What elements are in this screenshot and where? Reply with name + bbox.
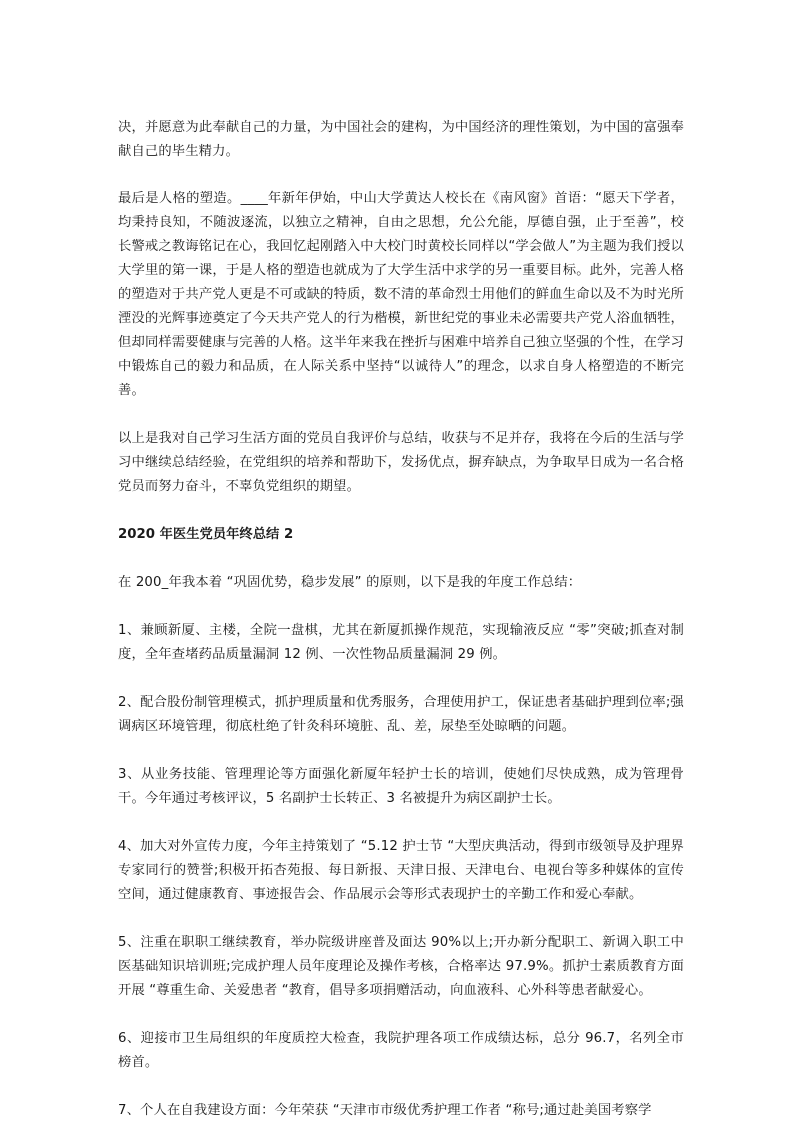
paragraph-personality: 最后是人格的塑造。____年新年伊始，中山大学黄达人校长在《南风窗》首语：“愿天下学者，均秉持良知，不随波逐流，以独立之精神，自由之思想，允公允能，厚德自强，止于至善”，校长警戒之教诲铭记在心，我回忆起刚踏入中大校门时黄校长同样以“学会做人”为主题为我们授以大学里的第一课，于是人格的塑造也就成为了大学生活中求学的另一重要目标。此外，完善人格的塑造对于共产党人更是不可或缺的特质，数不清的革命烈士用他们的鲜血生命以及不为时光所湮没的光辉事迹奠定了今天共产党人的行为楷模，新世纪党的事业未必需要共产党人浴血牺牲，但却同样需要健康与完善的人格。这半年来我在挫折与困难中培养自己独立坚强的个性，在学习中锻炼自己的毅力和品质，在人际关系中坚持“以诚待人”的理念，以求自身人格塑造的不断完善。	[118, 191, 684, 398]
list-item-2: 2、配合股份制管理模式，抓护理质量和优秀服务，合理使用护工，保证患者基础护理到位率;强调病区环境管理，彻底杜绝了针灸科环境脏、乱、差，尿垫至处晾晒的问题。	[118, 695, 684, 734]
paragraph-intro: 在 200_年我本着 “巩固优势，稳步发展” 的原则，以下是我的年度工作总结：	[118, 575, 582, 590]
list-item-3: 3、从业务技能、管理理论等方面强化新厦年轻护士长的培训，使她们尽快成熟，成为管理骨干。今年通过考核评议，5 名副护士长转正、3 名被提升为病区副护士长。	[118, 767, 684, 806]
document-body	[118, 116, 684, 1147]
list-item-5: 5、注重在职职工继续教育，举办院级讲座普及面达 90%以上;开办新分配职工、新调入职工中医基础知识培训班;完成护理人员年度理论及操作考核，合格率达 97.9%。抓护士素质教育方面开展 “尊重生命、关爱患者 “教育，倡导多项捐赠活动，向血液科、心外科等患者献爱心。	[118, 935, 684, 998]
list-item-7: 7、个人在自我建设方面：今年荣获 “天津市市级优秀护理工作者 “称号;通过赴美国考察学	[118, 1103, 652, 1118]
paragraph-conclusion: 以上是我对自己学习生活方面的党员自我评价与总结，收获与不足并存，我将在今后的生活与学习中继续总结经验，在党组织的培养和帮助下，发扬优点，摒弃缺点，为争取早日成为一名合格党员而努力奋斗，不辜负党组织的期望。	[118, 431, 684, 494]
list-item-1: 1、兼顾新厦、主楼，全院一盘棋，尤其在新厦抓操作规范，实现输液反应 “零”突破;抓查对制度，全年查堵药品质量漏洞 12 例、一次性物品质量漏洞 29 例。	[118, 623, 684, 662]
list-item-6: 6、迎接市卫生局组织的年度质控大检查，我院护理各项工作成绩达标，总分 96.7，名列全市榜首。	[118, 1031, 684, 1070]
list-item-4: 4、加大对外宣传力度，今年主持策划了 “5.12 护士节 “大型庆典活动，得到市级领导及护理界专家同行的赞誉;积极开拓杏苑报、每日新报、天津日报、天津电台、电视台等多种媒体的宣传空间，通过健康教育、事迹报告会、作品展示会等形式表现护士的辛勤工作和爱心奉献。	[118, 839, 684, 902]
paragraph-continuation: 决，并愿意为此奉献自己的力量，为中国社会的建构，为中国经济的理性策划，为中国的富强奉献自己的毕生精力。	[118, 120, 684, 159]
section-heading: 2020 年医生党员年终总结 2	[118, 527, 294, 542]
